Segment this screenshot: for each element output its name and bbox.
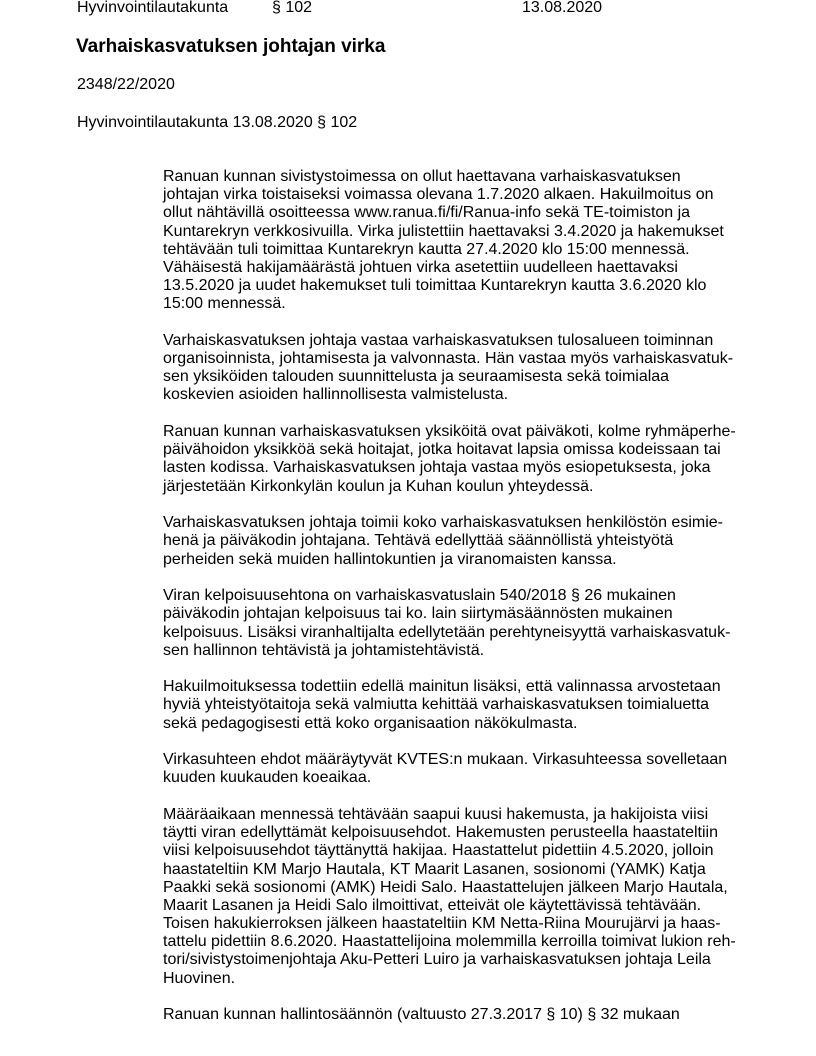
- paragraph-line: tehtävään tuli toimittaa Kuntarekryn kautta 27.4.2020 klo 15:00 mennessä.: [163, 240, 690, 258]
- paragraph-line: sen hallinnon tehtävistä ja johtamistehtävistä.: [163, 641, 485, 659]
- paragraph-line: johtajan virka toistaiseksi voimassa olevana 1.7.2020 alkaen. Hakuilmoitus on: [163, 186, 714, 204]
- paragraph-line: perheiden sekä muiden hallintokuntien ja viranomaisten kanssa.: [163, 550, 617, 568]
- paragraph-line: 15:00 mennessä.: [163, 295, 286, 313]
- paragraph-line: Vähäisestä hakijamäärästä johtuen virka asetettiin uudelleen haettavaksi: [163, 258, 678, 276]
- body-paragraph: [163, 168, 783, 314]
- paragraph-line: Ranuan kunnan sivistystoimessa on ollut haettavana varhaiskasvatuksen: [163, 168, 681, 185]
- paragraph-line: Määräaikaan mennessä tehtävään saapui kuusi hakemusta, ja hakijoista viisi: [163, 805, 709, 823]
- paragraph-line: ollut nähtävillä osoitteessa www.ranua.fi/fi/Ranua-info sekä TE-toimiston ja: [163, 204, 691, 222]
- paragraph-line: kuuden kuukauden koeaikaa.: [163, 769, 372, 787]
- header-board-name: Hyvinvointilautakunta: [77, 0, 229, 16]
- paragraph-line: täytti viran edellyttämät kelpoisuusehdot. Hakemusten perusteella haastateltiin: [163, 824, 718, 842]
- paragraph-line: Hakuilmoituksessa todettiin edellä mainitun lisäksi, että valinnassa arvostetaan: [163, 678, 721, 696]
- paragraph-line: hyviä yhteistyötaitoja sekä valmiutta kehittää varhaiskasvatuksen toimialuetta: [163, 696, 710, 714]
- paragraph-line: Varhaiskasvatuksen johtaja toimii koko varhaiskasvatuksen henkilöstön esimie-: [163, 514, 723, 532]
- paragraph-line: haastateltiin KM Marjo Hautala, KT Maarit Lasanen, sosionomi (YAMK) Katja: [163, 860, 706, 878]
- paragraph-line: organisoinnista, johtamisesta ja valvonnasta. Hän vastaa myös varhaiskasvatuk-: [163, 350, 734, 368]
- paragraph-line: Ranuan kunnan varhaiskasvatuksen yksiköitä ovat päiväkoti, kolme ryhmäperhe-: [163, 423, 736, 441]
- header-section-number: § 102: [272, 0, 313, 16]
- diary-number: 2348/22/2020: [77, 76, 175, 93]
- page-header: [0, 0, 816, 19]
- document-title: Varhaiskasvatuksen johtajan virka: [76, 36, 386, 57]
- paragraph-line: henä ja päiväkodin johtajana. Tehtävä edellyttää säännöllistä yhteistyötä: [163, 532, 674, 550]
- paragraph-line: päiväkodin johtajan kelpoisuus tai ko. lain siirtymäsäännösten mukainen: [163, 605, 673, 623]
- paragraph-line: päivähoidon yksikköä sekä hoitajat, jotka hoitavat lapsia omissa kodeissaan tai: [163, 441, 721, 459]
- paragraph-line: tori/sivistystoimenjohtaja Aku-Petteri Luiro ja varhaiskasvatuksen johtaja Leila: [163, 951, 711, 969]
- paragraph-line: lasten kodissa. Varhaiskasvatuksen johtaja vastaa myös esiopetuksesta, joka: [163, 459, 711, 477]
- paragraph-line: Varhaiskasvatuksen johtaja vastaa varhaiskasvatuksen tulosalueen toiminnan: [163, 331, 714, 349]
- paragraph-line: järjestetään Kirkonkylän koulun ja Kuhan koulun yhteydessä.: [163, 477, 594, 495]
- body-paragraph: [163, 514, 783, 569]
- paragraph-line: Kuntarekryn verkkosivuilla. Virka julistettiin haettavaksi 3.4.2020 ja hakemukset: [163, 222, 724, 240]
- paragraph-line: Huovinen.: [163, 969, 236, 987]
- paragraph-line: Virkasuhteen ehdot määräytyvät KVTES:n mukaan. Virkasuhteessa sovelletaan: [163, 751, 728, 769]
- paragraph-line: Ranuan kunnan hallintosäännön (valtuusto 27.3.2017 § 10) § 32 mukaan: [163, 1006, 680, 1024]
- paragraph-line: kelpoisuus. Lisäksi viranhaltijalta edellytetään perehtyneisyyttä varhaiskasvatuk-: [163, 623, 731, 641]
- document-body: [163, 168, 783, 1043]
- paragraph-line: sen yksiköiden talouden suunnittelusta ja seuraamisesta sekä toimialaa: [163, 368, 670, 386]
- body-paragraph: [163, 806, 783, 988]
- paragraph-line: tattelu pidettiin 8.6.2020. Haastattelijoina molemmilla kerroilla toimivat lukion reh-: [163, 933, 736, 951]
- paragraph-line: Toisen hakukierroksen jälkeen haastateltiin KM Netta-Riina Mourujärvi ja haas-: [163, 915, 721, 933]
- paragraph-line: koskevien asioiden hallinnollisesta valmistelusta.: [163, 386, 509, 404]
- body-paragraph: [163, 1006, 783, 1024]
- paragraph-line: Paakki sekä sosionomi (AMK) Heidi Salo. Haastattelujen jälkeen Marjo Hautala,: [163, 878, 728, 896]
- meeting-reference: Hyvinvointilautakunta 13.08.2020 § 102: [77, 114, 358, 131]
- header-date: 13.08.2020: [522, 0, 603, 16]
- paragraph-line: sekä pedagogisesti että koko organisaation näkökulmasta.: [163, 714, 578, 732]
- body-paragraph: [163, 332, 783, 405]
- paragraph-line: viisi kelpoisuusehdot täyttänyttä hakijaa. Haastattelut pidettiin 4.5.2020, jolloin: [163, 842, 714, 860]
- paragraph-line: Maarit Lasanen ja Heidi Salo ilmoittivat, etteivät ole käytettävissä tehtävään.: [163, 896, 702, 914]
- body-paragraph: [163, 423, 783, 496]
- body-paragraph: [163, 751, 783, 787]
- paragraph-line: 13.5.2020 ja uudet hakemukset tuli toimittaa Kuntarekryn kautta 3.6.2020 klo: [163, 277, 707, 295]
- paragraph-line: Viran kelpoisuusehtona on varhaiskasvatuslain 540/2018 § 26 mukainen: [163, 587, 676, 605]
- body-paragraph: [163, 678, 783, 733]
- body-paragraph: [163, 587, 783, 660]
